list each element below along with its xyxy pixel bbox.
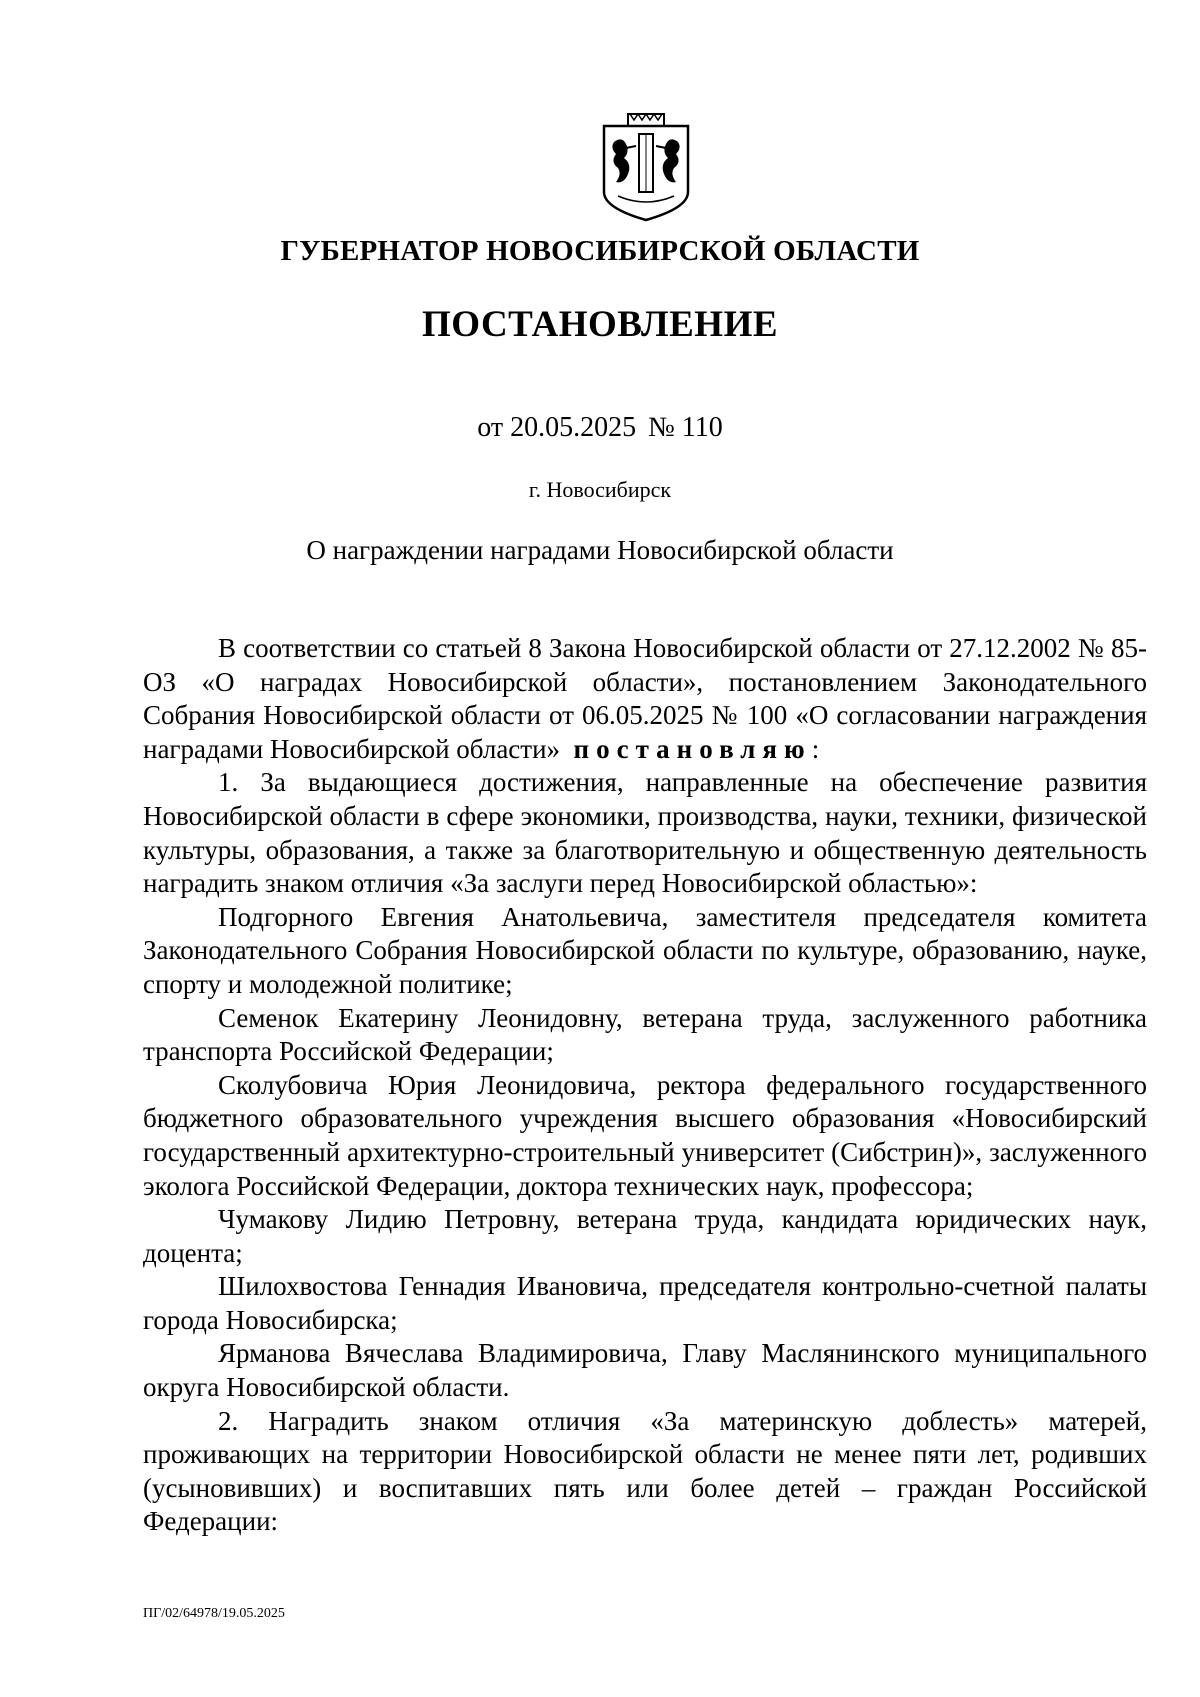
- document-subject: О награждении наградами Новосибирской области: [306, 535, 894, 565]
- body-paragraph: Подгорного Евгения Анатольевича, заместителя председателя комитета Законодательного Собрания Новосибирской области по культуре, образованию, науке, спорту и молодежной политике;: [143, 901, 1147, 999]
- body-paragraph: Семенок Екатерину Леонидовну, ветерана труда, заслуженного работника транспорта Российской Федерации;: [143, 1002, 1147, 1067]
- body-paragraph: 1. За выдающиеся достижения, направленные на обеспечение развития Новосибирской области в сфере экономики, производства, науки, техники, физической культуры, образования, а также за благотворительную и общественную деятельность наградить знаком отличия «За заслуги перед Новосибирской областью»:: [143, 767, 1147, 899]
- coat-of-arms-icon: [600, 112, 692, 222]
- document-date: от 20.05.2025: [477, 412, 637, 443]
- city-line: г. Новосибирск: [528, 477, 672, 502]
- authority-title: ГУБЕРНАТОР НОВОСИБИРСКОЙ ОБЛАСТИ: [280, 235, 920, 267]
- preamble-keyword: постановляю: [573, 733, 812, 764]
- document-code: ПГ/02/64978/19.05.2025: [143, 1606, 285, 1621]
- preamble-paragraph: [143, 632, 1147, 766]
- body-paragraph: Чумакову Лидию Петровну, ветерана труда, кандидата юридических наук, доцента;: [143, 1204, 1147, 1268]
- date-number-line: [0, 412, 1200, 444]
- body-paragraph: 2. Наградить знаком отличия «За материнскую доблесть» матерей, проживающих на территории Новосибирской области не менее пяти лет, родивших (усыновивших) и воспитавших пять или более детей – граждан Российской Федерации:: [143, 1405, 1147, 1537]
- preamble-colon: :: [811, 733, 820, 764]
- body-paragraph: Сколубовича Юрия Леонидовича, ректора федерального государственного бюджетного образовательного учреждения высшего образования «Новосибирский государственный архитектурно-строительный университет (Сибстрин)», заслуженного эколога Российской Федерации, доктора технических наук, профессора;: [143, 1069, 1147, 1201]
- document-number: № 110: [648, 412, 723, 443]
- preamble-text: В соответствии со статьей 8 Закона Новосибирской области от 27.12.2002 № 85-ОЗ «О наградах Новосибирской области», постановлением Законодательного Собрания Новосибирской области от 06.05.2025 № 100 «О согласовании награждения наградами Новосибирской области»: [143, 633, 1147, 764]
- body-paragraph: Ярманова Вячеслава Владимировича, Главу Маслянинского муниципального округа Новосибирской области.: [143, 1338, 1147, 1403]
- document-body: [143, 632, 1147, 1539]
- body-paragraph: Шилохвостова Геннадия Ивановича, председателя контрольно-счетной палаты города Новосибирска;: [143, 1271, 1147, 1335]
- document-type-title: ПОСТАНОВЛЕНИЕ: [421, 304, 779, 345]
